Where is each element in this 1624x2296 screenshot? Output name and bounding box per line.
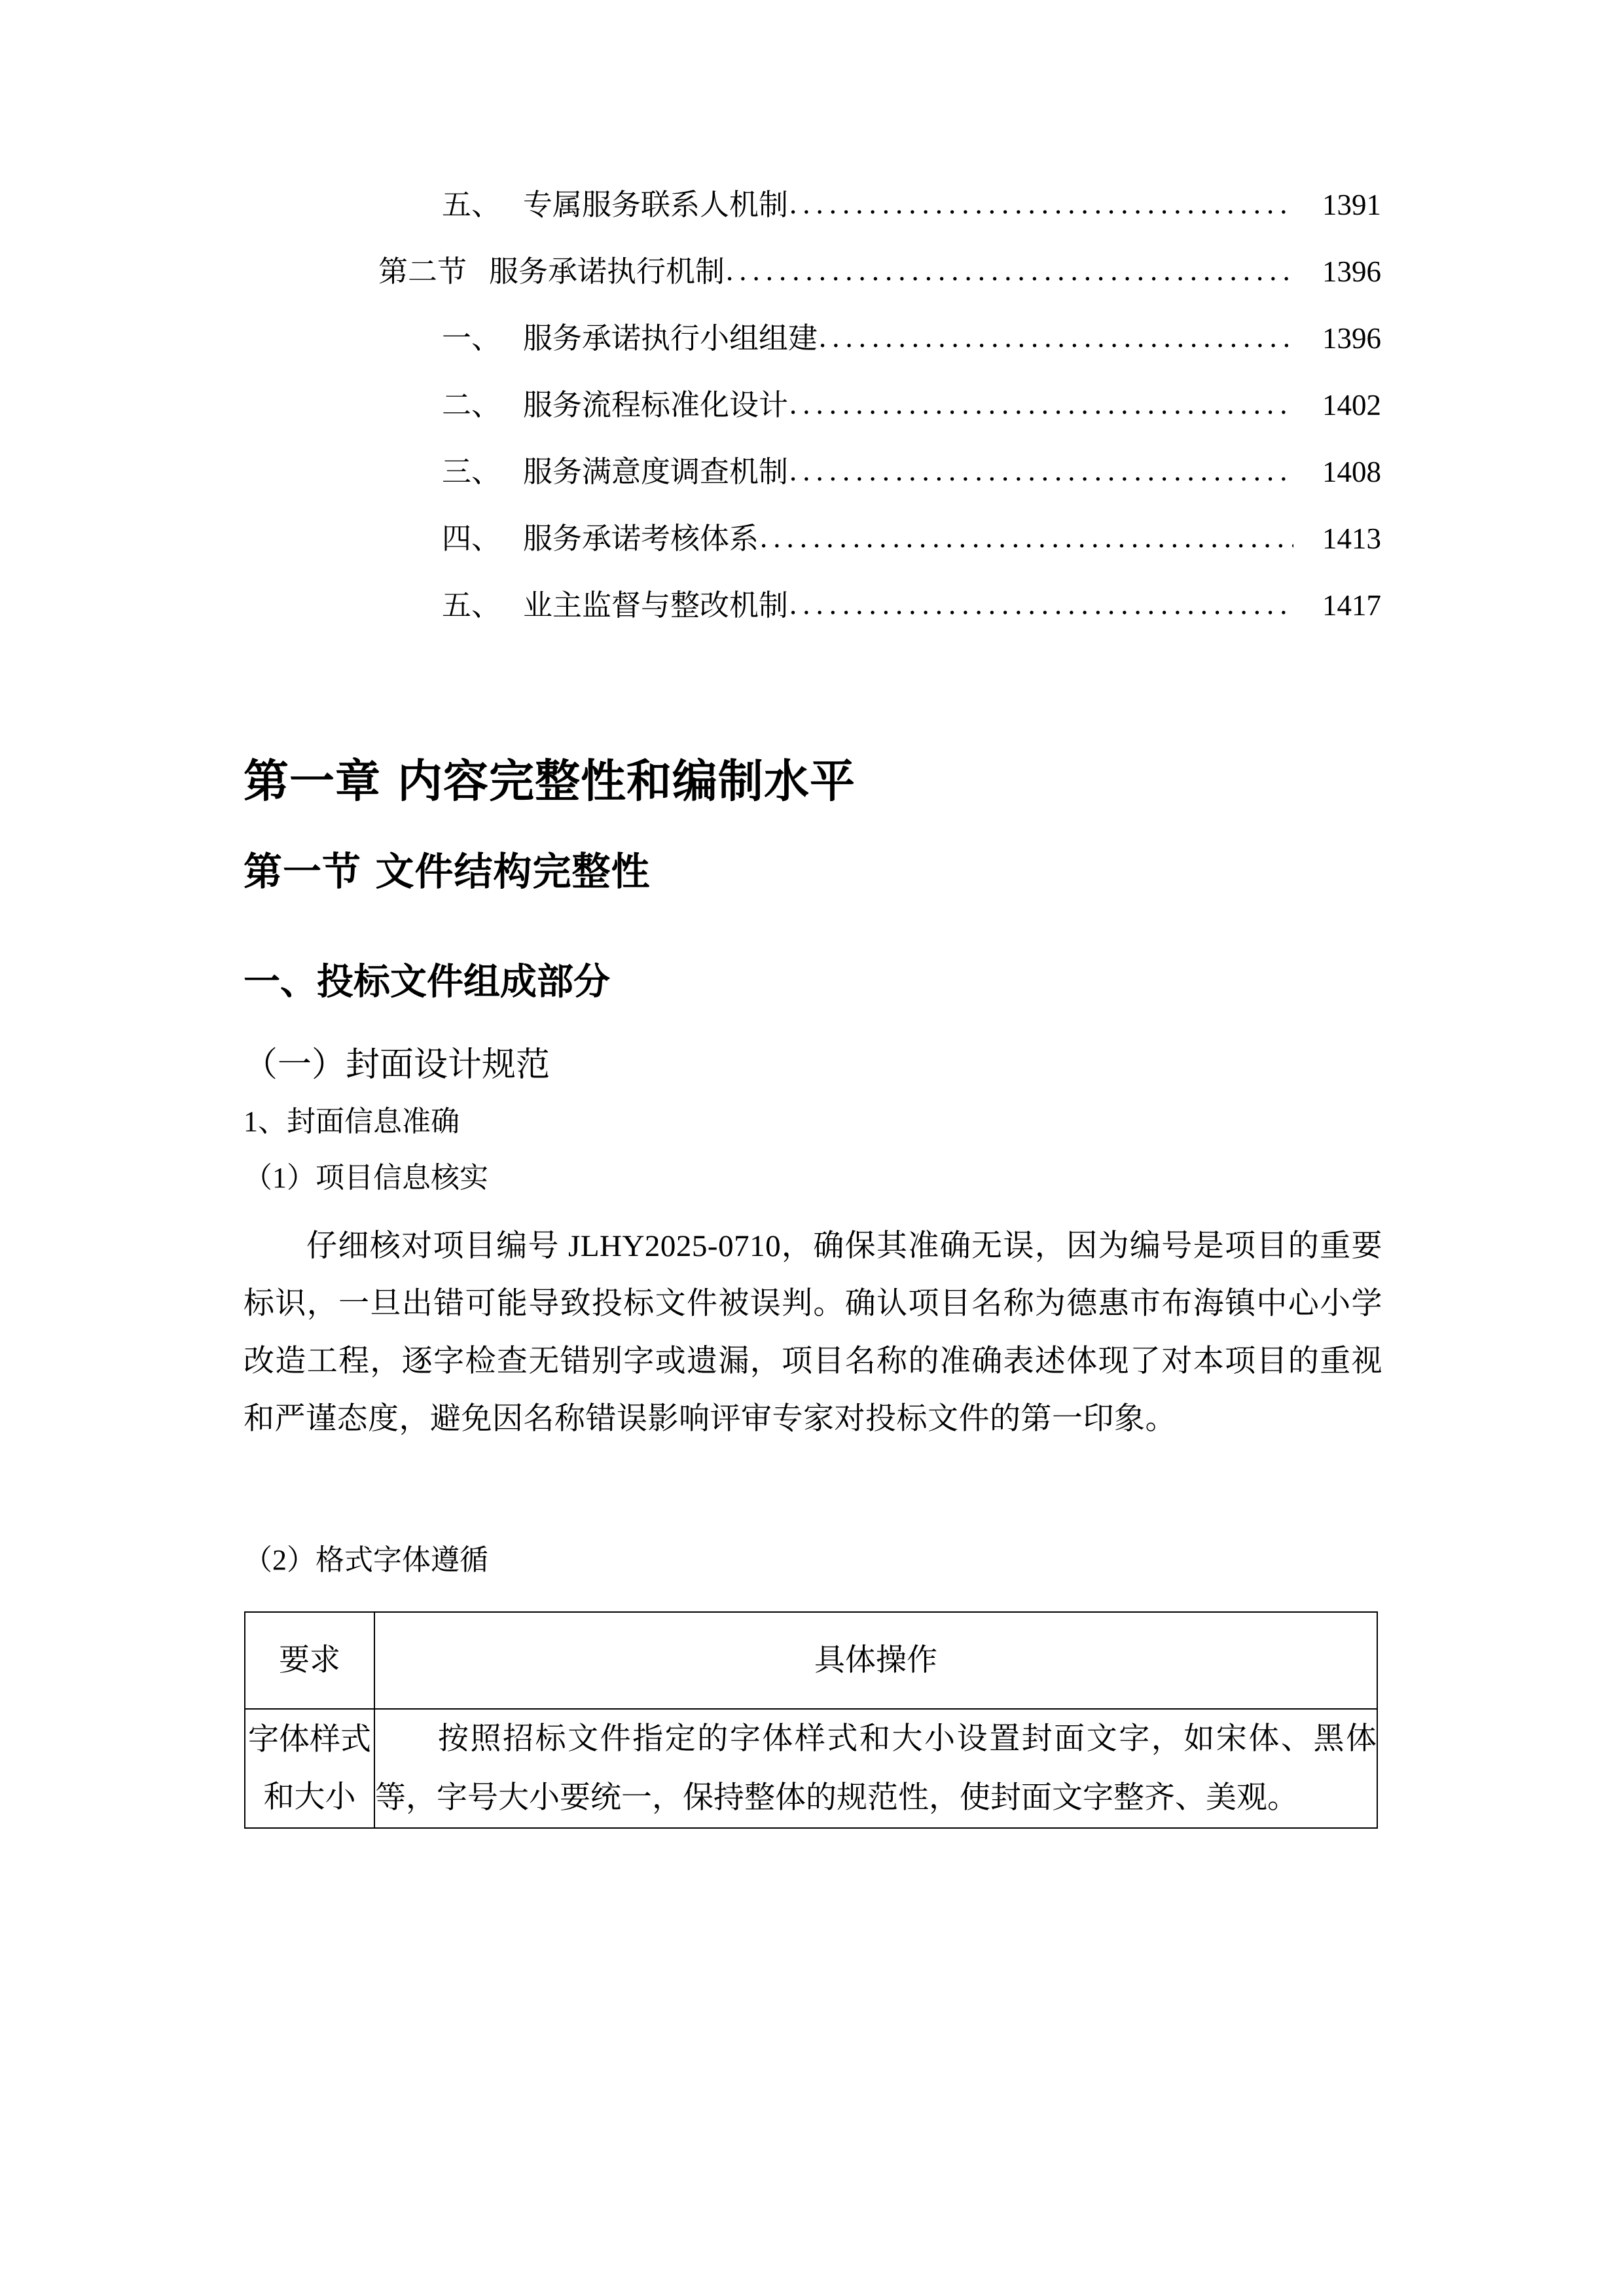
- toc-entry-title: 服务承诺考核体系: [523, 522, 759, 555]
- toc-dot-leader: [789, 170, 1293, 237]
- table-row: [245, 1709, 1377, 1828]
- toc-entry[interactable]: [242, 505, 1381, 572]
- table-of-contents: [242, 171, 1381, 639]
- toc-dot-leader: [789, 437, 1293, 504]
- toc-page-number: 1396: [1322, 255, 1381, 288]
- toc-dot-leader: [789, 370, 1293, 437]
- toc-entry-marker: 五、: [442, 188, 501, 221]
- toc-entry-label: [442, 439, 788, 505]
- subsection-heading-level4: （1）项目信息核实: [244, 1162, 488, 1194]
- toc-entry-marker: 二、: [442, 389, 501, 422]
- font-specification-table: [244, 1611, 1378, 1829]
- toc-entry-marker: 一、: [442, 322, 501, 355]
- table-cell-operation: 按照招标文件指定的字体样式和大小设置封面文字，如宋体、黑体等，字号大小要统一，保持整体的规范性，使封面文字整齐、美观。: [374, 1709, 1377, 1828]
- toc-entry-marker: 三、: [442, 456, 501, 488]
- toc-entry-title: 专属服务联系人机制: [523, 188, 789, 221]
- toc-entry[interactable]: [242, 439, 1381, 505]
- toc-entry-title: 服务承诺执行小组组建: [523, 322, 818, 355]
- toc-entry[interactable]: [242, 572, 1381, 639]
- section-heading: 第一节 文件结构完整性: [244, 849, 651, 894]
- toc-entry-label: [442, 572, 788, 639]
- subsection-heading-level5: （2）格式字体遵循: [244, 1544, 488, 1576]
- toc-entry-title: 服务流程标准化设计: [523, 389, 789, 422]
- table-header-row: [245, 1612, 1377, 1709]
- toc-entry-marker: 四、: [442, 522, 501, 555]
- toc-entry-label: [442, 305, 818, 372]
- toc-page-number: 1417: [1322, 589, 1381, 622]
- body-paragraph: 仔细核对项目编号 JLHY2025-0710，确保其准确无误，因为编号是项目的重要标识，一旦出错可能导致投标文件被误判。确认项目名称为德惠市布海镇中心小学改造工程，逐字检查无错别字或遗漏，项目名称的准确表述体现了对本项目的重视和严谨态度，避免因名称错误影响评审专家对投标文件的第一印象。: [244, 1229, 1382, 1436]
- toc-entry-title: 服务承诺执行机制: [489, 255, 725, 288]
- toc-entry-marker: 五、: [442, 589, 501, 622]
- toc-page-number: 1391: [1322, 188, 1381, 221]
- table-cell-requirement: 字体样式和大小: [245, 1709, 374, 1828]
- toc-entry-label: [378, 238, 725, 305]
- subsection-heading-level3: 1、封面信息准确: [244, 1105, 460, 1138]
- toc-page-number: 1413: [1322, 522, 1381, 555]
- toc-entry[interactable]: [242, 171, 1381, 238]
- subsection-heading-level2: （一）封面设计规范: [244, 1047, 550, 1084]
- toc-entry[interactable]: [242, 372, 1381, 439]
- toc-entry-marker: 第二节: [378, 255, 467, 288]
- toc-page-number: 1408: [1322, 456, 1381, 488]
- table-header-operation: 具体操作: [374, 1612, 1377, 1709]
- toc-page-number: 1402: [1322, 389, 1381, 422]
- toc-entry[interactable]: [242, 238, 1381, 305]
- toc-entry-label: [442, 171, 788, 238]
- toc-dot-leader: [819, 304, 1293, 370]
- table-header-requirement: 要求: [245, 1612, 374, 1709]
- chapter-heading: 第一章 内容完整性和编制水平: [244, 755, 856, 808]
- toc-entry-title: 服务满意度调查机制: [523, 456, 789, 488]
- toc-dot-leader: [789, 571, 1293, 637]
- toc-page-number: 1396: [1322, 322, 1381, 355]
- toc-entry-label: [442, 372, 788, 439]
- subsection-heading-level1: 一、投标文件组成部分: [244, 962, 610, 1003]
- toc-entry[interactable]: [242, 305, 1381, 372]
- toc-dot-leader: [726, 237, 1293, 304]
- toc-entry-title: 业主监督与整改机制: [523, 589, 789, 622]
- toc-entry-label: [442, 505, 759, 572]
- toc-dot-leader: [760, 504, 1293, 571]
